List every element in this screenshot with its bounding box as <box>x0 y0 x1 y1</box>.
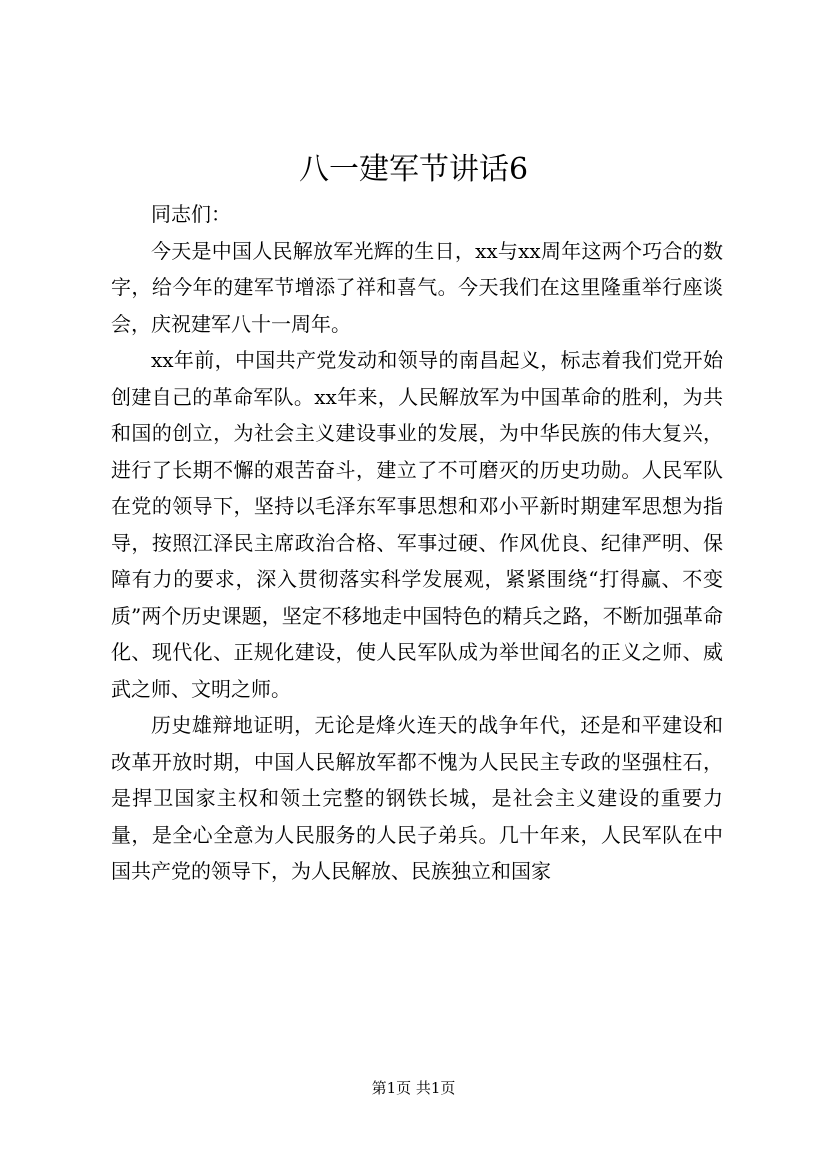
salutation: 同志们： <box>151 202 231 226</box>
paragraph-3: 历史雄辩地证明，无论是烽火连天的战争年代，还是和平建设和改革开放时期，中国人民解放军都不愧为人民民主专政的坚强柱石，是捍卫国家主权和领土完整的钢铁长城，是社会主义建设的重要力量，是全心全意为人民服务的人民子弟兵。几十年来，人民军队在中国共产党的领导下，为人民解放、民族独立和国家 <box>111 713 723 883</box>
page-footer: 第1页 共1页 <box>371 1079 456 1097</box>
document-title: 八一建军节讲话6 <box>298 152 529 187</box>
paragraph-2: xx年前，中国共产党发动和领导的南昌起义，标志着我们党开始创建自己的革命军队。xx年来，人民解放军为中国革命的胜利，为共和国的创立，为社会主义建设事业的发展，为中华民族的伟大复兴，进行了长期不懈的艰苦奋斗，建立了不可磨灭的历史功勋。人民军队在党的领导下，坚持以毛泽东军事思想和邓小平新时期建军思想为指导，按照江泽民主席政治合格、军事过硬、作风优良、纪律严明、保障有力的要求，深入贯彻落实科学发展观，紧紧围绕“打得赢、不变质”两个历史课题，坚定不移地走中国特色的精兵之路，不断加强革命化、现代化、正规化建设，使人民军队成为举世闻名的正义之师、威武之师、文明之师。 <box>111 348 723 701</box>
document-body <box>111 196 723 890</box>
paragraph-1: 今天是中国人民解放军光辉的生日，xx与xx周年这两个巧合的数字，给今年的建军节增添了祥和喜气。今天我们在这里隆重举行座谈会，庆祝建军八十一周年。 <box>111 238 723 336</box>
